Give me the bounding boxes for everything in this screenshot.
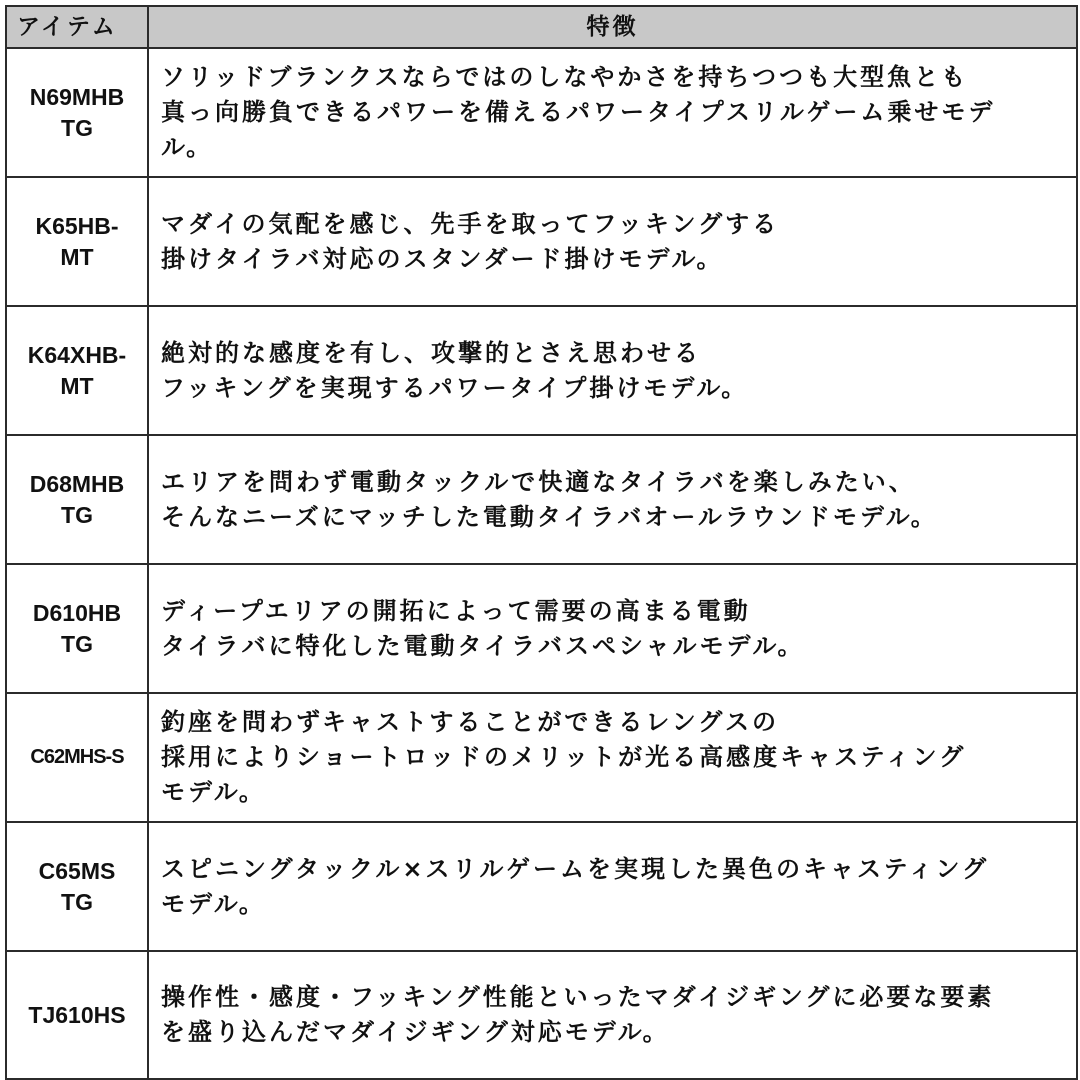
feature-text: ソリッドブランクスならではのしなやかさを持ちつつも大型魚とも 真っ向勝負できるパワーを備えるパワータイプスリルゲーム乗せモデ ル。 [148,48,1077,177]
header-row [6,6,1077,48]
item-code: C62MHS-S [6,693,148,822]
table-row [6,435,1077,564]
table-row [6,48,1077,177]
spec-table [5,5,1078,1080]
item-code: C65MS TG [6,822,148,951]
item-code: K64XHB- MT [6,306,148,435]
table-row [6,177,1077,306]
feature-text: ディープエリアの開拓によって需要の高まる電動 タイラバに特化した電動タイラバスペシャルモデル。 [148,564,1077,693]
item-code: TJ610HS [6,951,148,1079]
item-code: D610HB TG [6,564,148,693]
item-code: D68MHB TG [6,435,148,564]
feature-text: 釣座を問わずキャストすることができるレングスの 採用によりショートロッドのメリットが光る高感度キャスティング モデル。 [148,693,1077,822]
feature-text: エリアを問わず電動タックルで快適なタイラバを楽しみたい、 そんなニーズにマッチした電動タイラバオールラウンドモデル。 [148,435,1077,564]
table-row [6,951,1077,1079]
item-code: K65HB- MT [6,177,148,306]
feature-text: スピニングタックル×スリルゲームを実現した異色のキャスティング モデル。 [148,822,1077,951]
table-row [6,564,1077,693]
feature-text: 操作性・感度・フッキング性能といったマダイジギングに必要な要素 を盛り込んだマダイジギング対応モデル。 [148,951,1077,1079]
table-row [6,822,1077,951]
item-code: N69MHB TG [6,48,148,177]
table-row [6,306,1077,435]
feature-text: 絶対的な感度を有し、攻撃的とさえ思わせる フッキングを実現するパワータイプ掛けモデル。 [148,306,1077,435]
table-header [6,6,1077,48]
feature-text: マダイの気配を感じ、先手を取ってフッキングする 掛けタイラバ対応のスタンダード掛けモデル。 [148,177,1077,306]
table-row [6,693,1077,822]
header-item: アイテム [6,6,148,48]
table-body [6,48,1077,1079]
header-feature: 特徴 [148,6,1077,48]
